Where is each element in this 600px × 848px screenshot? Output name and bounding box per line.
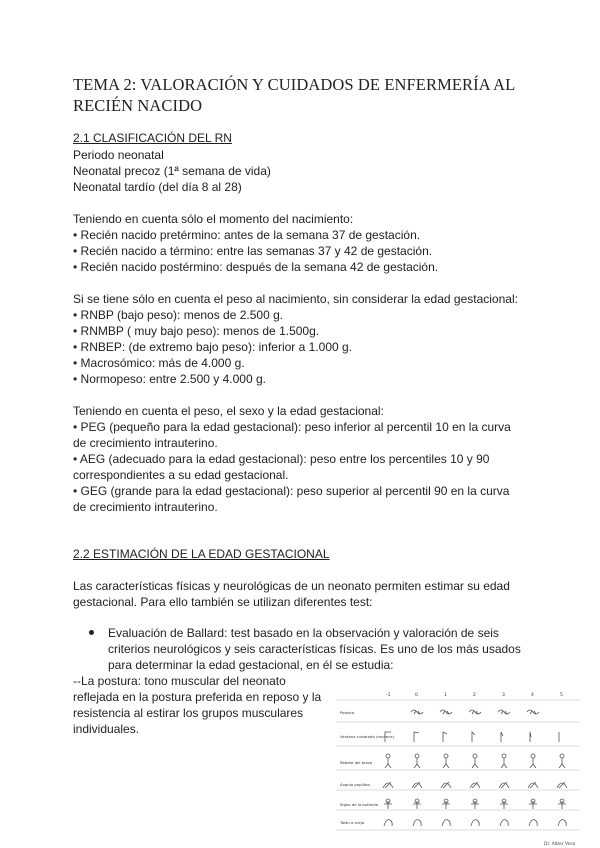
weight-intro: Si se tiene sólo en cuenta el peso al nacimiento, sin considerar la edad gestacional: [73,292,518,306]
table-row-label: Talón a oreja [340,820,365,825]
score-header: 5 [560,693,563,698]
weight-item: • RNBP (bajo peso): menos de 2.500 g. [73,308,284,322]
birth-item: • Recién nacido postérmino: después de la semana 42 de gestación. [73,260,439,274]
score-header: 4 [531,693,534,698]
birth-item: • Recién nacido a término: entre las semanas 37 y 42 de gestación. [73,244,433,258]
combo-line: de crecimiento intrauterino. [73,500,218,514]
posture-line: resistencia al estirar los grupos musculares [73,706,304,720]
combo-line: correspondientes a su edad gestacional. [73,468,289,482]
birth-item: • Recién nacido pretérmino: antes de la semana 37 de gestación. [73,228,421,242]
posture-line: --La postura: tono muscular del neonato [73,674,286,688]
table-row-label: Signo de la bufanda [340,802,378,807]
score-header: 0 [415,693,418,698]
weight-item: • RNMBP ( muy bajo peso): menos de 1.500g. [73,324,320,338]
title-line-2: RECIÉN NACIDO [73,96,203,115]
table-row-label: Rebote del brazo [340,760,373,765]
section-heading-gestational-age: 2.2 ESTIMACIÓN DE LA EDAD GESTACIONAL [73,547,330,561]
table-watermark: Dr. Alber Vera [544,842,576,847]
posture-line: reflejada en la postura preferida en reposo y la [73,690,322,704]
period-line: Neonatal precoz (1ª semana de vida) [73,164,271,178]
table-row-label: Ventana cuadrada (muñeca) [340,734,395,739]
ballard-table-drawing [336,686,580,848]
weight-item: • Macrosómico: más de 4.000 g. [73,356,245,370]
ballard-line: para determinar la edad gestacional, en él se estudia: [108,658,394,672]
period-line: Neonatal tardío (del día 8 al 28) [73,180,242,194]
bullet-dot-icon [89,630,94,635]
birth-intro: Teniendo en cuenta sólo el momento del nacimiento: [73,212,354,226]
score-header: 1 [444,693,447,698]
period-line: Periodo neonatal [73,148,164,162]
title-line-1: TEMA 2: VALORACIÓN Y CUIDADOS DE ENFERMERÍA AL [73,75,516,94]
table-row-label: Postura [340,710,355,715]
weight-item: • Normopeso: entre 2.500 y 4.000 g. [73,372,266,386]
document-title [73,74,553,116]
score-header: -1 [386,693,391,698]
score-header: 3 [502,693,505,698]
ballard-line: Evaluación de Ballard: test basado en la observación y valoración de seis [108,626,499,640]
intro-line: gestacional. Para ello también se utilizan diferentes test: [73,595,373,609]
table-row-label: Ángulo poplíteo [340,782,370,787]
combo-line: de crecimiento intrauterino. [73,436,218,450]
combo-line: • GEG (grande para la edad gestacional): peso superior al percentil 90 en la curva [73,484,510,498]
weight-item: • RNBEP: (de extremo bajo peso): inferior a 1.000 g. [73,340,353,354]
intro-line: Las características físicas y neurológicas de un neonato permiten estimar su edad [73,579,510,593]
ballard-line: criterios neurológicos y seis características físicas. Es uno de los más usados [108,642,521,656]
combo-line: • AEG (adecuado para la edad gestacional): peso entre los percentiles 10 y 90 [73,452,490,466]
combo-line: • PEG (pequeño para la edad gestacional): peso inferior al percentil 10 en la curva [73,420,511,434]
ballard-table-image [336,686,580,848]
score-header: 2 [473,693,476,698]
posture-line: individuales. [73,722,140,736]
combo-intro: Teniendo en cuenta el peso, el sexo y la edad gestacional: [73,404,384,418]
section-heading-classification: 2.1 CLASIFICACIÓN DEL RN [73,131,232,145]
